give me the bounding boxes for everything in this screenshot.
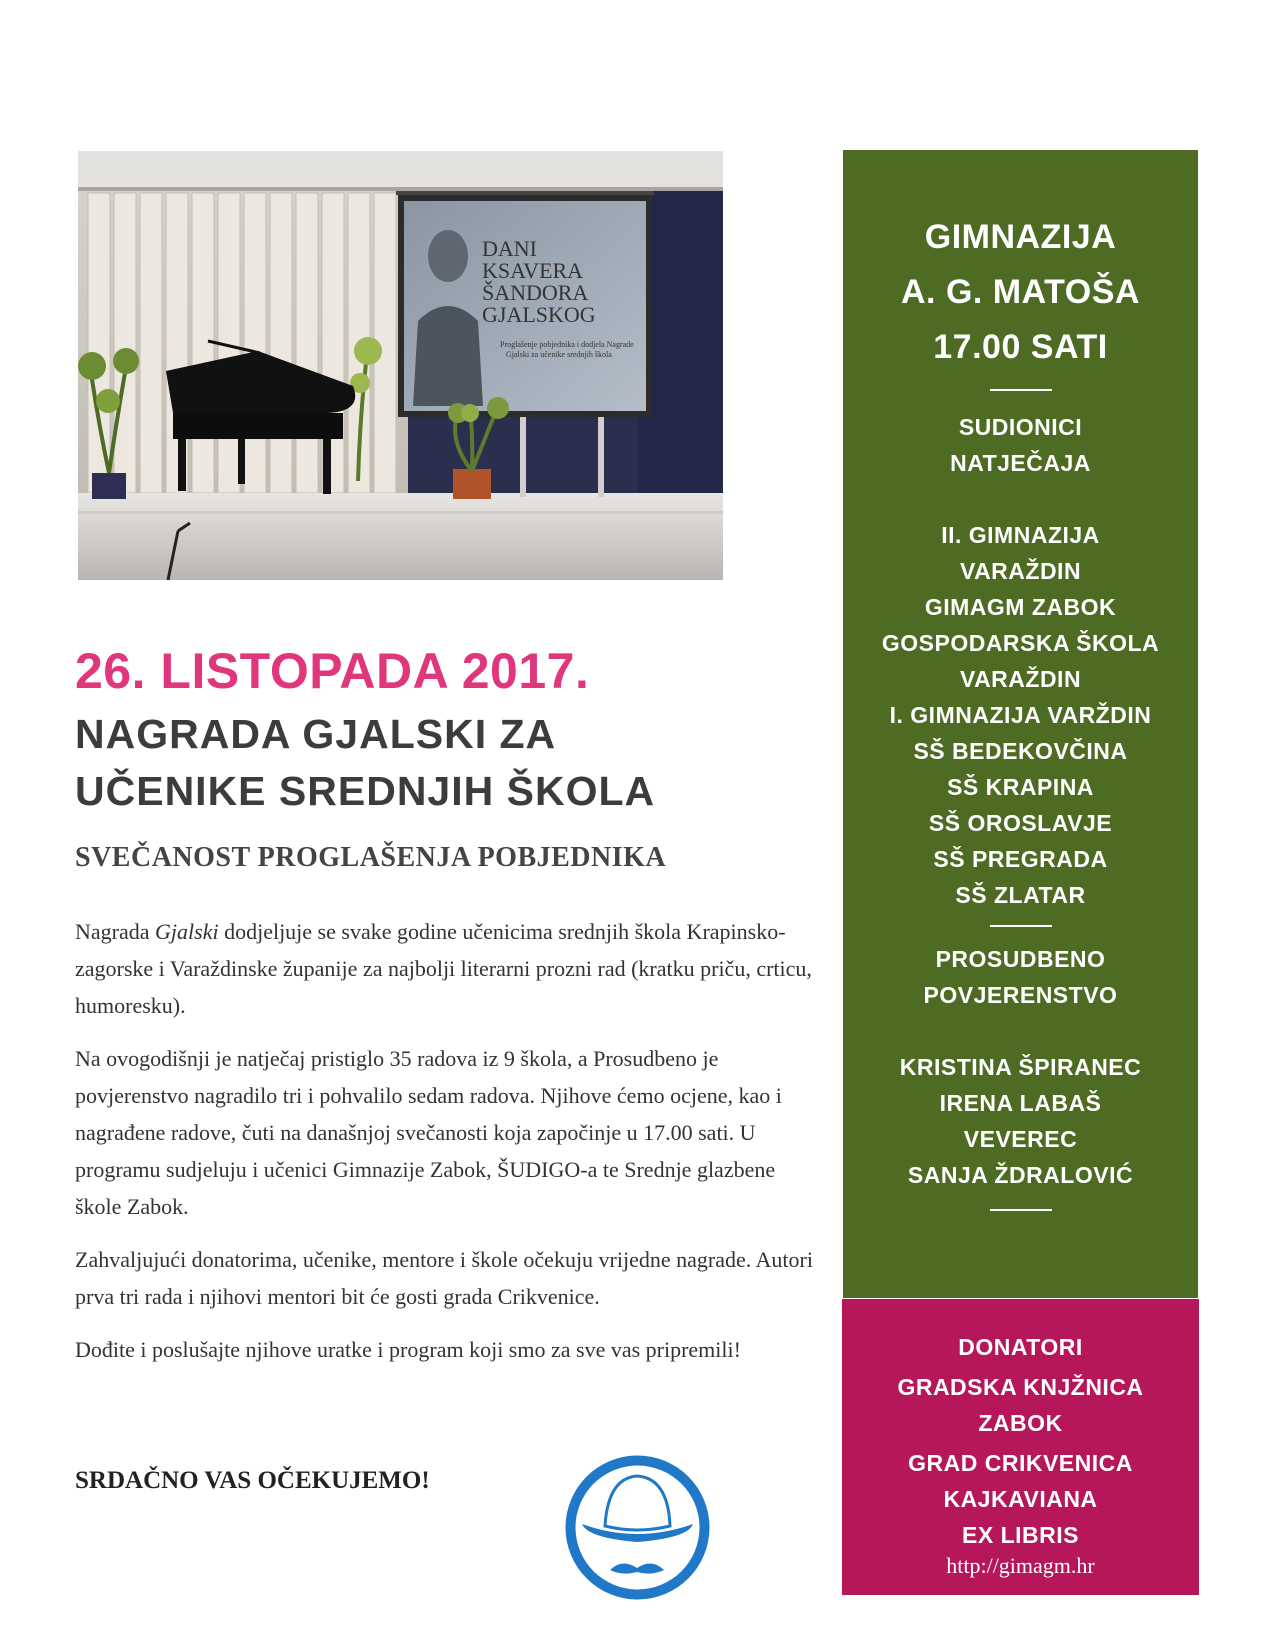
paragraph-1 — [75, 913, 815, 1024]
event-headline — [75, 706, 795, 820]
participant-item: SŠ PREGRADA — [933, 846, 1108, 872]
participants-title-line-1: SUDIONICI — [958, 414, 1083, 440]
jury-title-line-2: POVJERENSTVO — [923, 982, 1118, 1008]
screen-caption-line2: Gjalski za učenike srednjih škola — [506, 350, 612, 359]
headline-line-2: UČENIKE SREDNJIH ŠKOLA — [75, 768, 656, 814]
divider — [990, 1209, 1052, 1211]
event-date: 26. LISTOPADA 2017. — [75, 643, 590, 699]
school-logo-icon — [560, 1450, 715, 1605]
participants-title-line-2: NATJEČAJA — [950, 450, 1091, 476]
paragraph-3: Zahvaljujući donatorima, učenike, mentore i škole očekuju vrijedne nagrade. Autori prva tri rada i njihovi mentori bit će gosti grada Crikvenice. — [75, 1247, 813, 1309]
screen-text-line3: ŠANDORA — [482, 280, 589, 305]
venue-line-1: GIMNAZIJA — [924, 218, 1117, 256]
participant-item: II. GIMNAZIJA — [941, 522, 1100, 548]
screen-caption-line1: Proglašenje pobjednika i dodjela Nagrade — [500, 340, 634, 349]
jury-title-line-1: PROSUDBENO — [935, 946, 1106, 972]
participant-item: GIMAGM ZABOK — [924, 594, 1117, 620]
jury-member: IRENA LABAŠ — [939, 1090, 1102, 1116]
donor-item: ZABOK — [978, 1410, 1063, 1436]
event-hall-photo — [78, 151, 723, 580]
paragraph-4: Dođite i poslušajte njihove uratke i program koji smo za sve vas pripremili! — [75, 1337, 741, 1362]
award-name: Gjalski — [155, 919, 219, 944]
jury-member: VEVEREC — [963, 1126, 1078, 1152]
venue-line-2: A. G. MATOŠA — [901, 273, 1140, 311]
jury-member: KRISTINA ŠPIRANEC — [899, 1054, 1142, 1080]
donor-item: KAJKAVIANA — [943, 1486, 1098, 1512]
participant-item: VARAŽDIN — [959, 558, 1082, 584]
hall-illustration — [78, 151, 723, 580]
screen-text-line2: KSAVERA — [482, 258, 584, 283]
website-link[interactable]: http://gimagm.hr — [946, 1553, 1095, 1578]
event-subtitle: SVEČANOST PROGLAŠENJA POBJEDNIKA — [75, 842, 667, 873]
paragraph-1-start: Nagrada — [75, 919, 156, 944]
participant-item: GOSPODARSKA ŠKOLA — [881, 630, 1160, 656]
paragraph-2: Na ovogodišnji je natječaj pristiglo 35 radova iz 9 škola, a Prosudbeno je povjerenstvo nagradilo tri i pohvalilo sedam radova. Njihove ćemo ocjene, kao i nagrađene radove, čuti na današnjoj svečanosti koja započinje u 17.00 sati. U programu sudjeluju i učenici Gimnazije Zabok, ŠUDIGO-a te Srednje glazbene škole Zabok. — [75, 1046, 782, 1219]
screen-text-line1: DANI — [482, 236, 537, 261]
donor-item: GRADSKA KNJŽNICA — [897, 1374, 1144, 1400]
donor-item: EX LIBRIS — [962, 1522, 1079, 1548]
donors-title: DONATORI — [958, 1334, 1083, 1360]
jury-member: SANJA ŽDRALOVIĆ — [907, 1162, 1134, 1188]
participant-item: VARAŽDIN — [959, 666, 1082, 692]
participant-item: I. GIMNAZIJA VARŽDIN — [889, 702, 1152, 728]
participant-item: SŠ KRAPINA — [947, 774, 1094, 800]
screen-text-line4: GJALSKOG — [482, 302, 596, 327]
participant-item: SŠ OROSLAVJE — [928, 810, 1113, 836]
donors-box — [842, 1299, 1199, 1595]
event-time: 17.00 SATI — [933, 328, 1108, 366]
headline-line-1: NAGRADA GJALSKI ZA — [75, 711, 557, 757]
participant-item: SŠ ZLATAR — [955, 882, 1086, 908]
event-info-sidebar — [843, 150, 1198, 1298]
body-text — [75, 913, 815, 1384]
donor-item: GRAD CRIKVENICA — [908, 1450, 1133, 1476]
participant-item: SŠ BEDEKOVČINA — [913, 738, 1128, 764]
paragraph-1-end: dodjeljuje se svake godine učenicima srednjih škola Krapinsko-zagorske i Varaždinske županije za najbolji literarni prozni rad (kratku priču, crticu, humoresku). — [75, 919, 812, 1018]
closing-line: SRDAČNO VAS OČEKUJEMO! — [75, 1467, 430, 1494]
